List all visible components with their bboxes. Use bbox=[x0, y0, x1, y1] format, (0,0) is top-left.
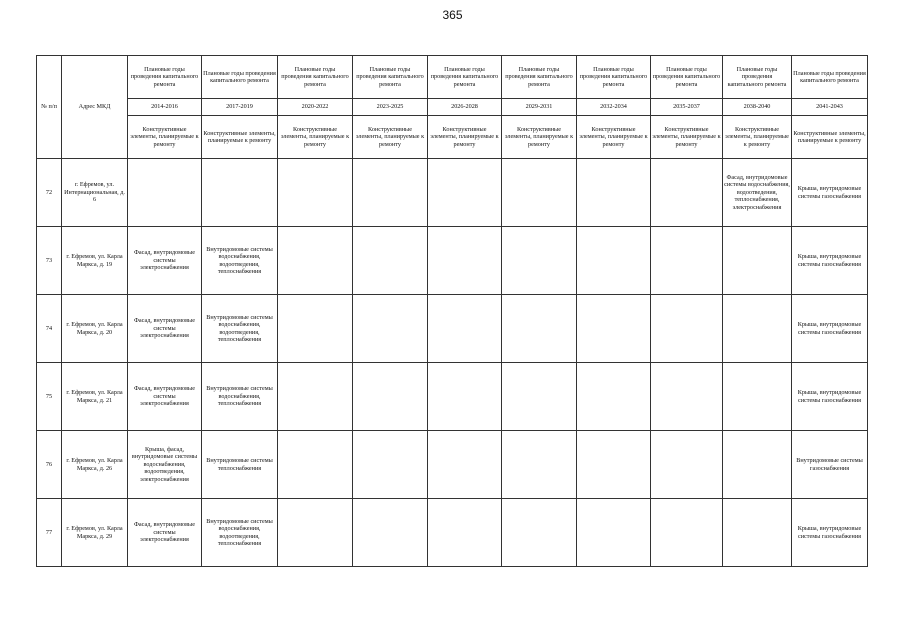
period-elements-header: Конструктивные элементы, планируемые к ремонту bbox=[128, 116, 202, 159]
repair-elements-cell: Крыша, фасад, внутридомовые системы водоснабжения, водоотведения, электроснабжения bbox=[128, 431, 202, 499]
period-elements-header: Конструктивные элементы, планируемые к ремонту bbox=[792, 116, 868, 159]
period-year-header: 2035-2037 bbox=[651, 99, 723, 116]
table-row bbox=[37, 499, 868, 567]
row-number: 72 bbox=[37, 159, 62, 227]
row-address: г. Ефремов, ул. Карла Маркса, д. 20 bbox=[62, 295, 128, 363]
col-address-header: Адрес МКД bbox=[62, 56, 128, 159]
period-title-header: Плановые годы проведения капитального ремонта bbox=[651, 56, 723, 99]
table-row bbox=[37, 227, 868, 295]
repair-elements-cell bbox=[723, 499, 792, 567]
row-address: г. Ефремов, ул. Карла Маркса, д. 21 bbox=[62, 363, 128, 431]
repair-elements-cell bbox=[502, 227, 577, 295]
row-number: 75 bbox=[37, 363, 62, 431]
period-year-header: 2041-2043 bbox=[792, 99, 868, 116]
repair-elements-cell bbox=[502, 499, 577, 567]
repair-elements-cell bbox=[651, 159, 723, 227]
repair-elements-cell bbox=[577, 363, 651, 431]
table-row bbox=[37, 363, 868, 431]
period-year-header: 2026-2028 bbox=[428, 99, 502, 116]
repair-elements-cell bbox=[577, 499, 651, 567]
period-year-header: 2029-2031 bbox=[502, 99, 577, 116]
repair-elements-cell bbox=[651, 227, 723, 295]
period-title-header: Плановые годы проведения капитального ремонта bbox=[278, 56, 353, 99]
row-address: г. Ефремов, ул. Карла Маркса, д. 29 bbox=[62, 499, 128, 567]
repair-elements-cell bbox=[723, 295, 792, 363]
period-title-header: Плановые годы проведения капитального ремонта bbox=[128, 56, 202, 99]
repair-elements-cell bbox=[278, 363, 353, 431]
period-year-header: 2032-2034 bbox=[577, 99, 651, 116]
row-address: г. Ефремов, ул. Карла Маркса, д. 19 bbox=[62, 227, 128, 295]
period-title-header: Плановые годы проведения капитального ремонта bbox=[792, 56, 868, 99]
repair-elements-cell bbox=[577, 431, 651, 499]
period-elements-header: Конструктивные элементы, планируемые к ремонту bbox=[651, 116, 723, 159]
repair-elements-cell bbox=[651, 431, 723, 499]
repair-elements-cell bbox=[723, 227, 792, 295]
period-title-header: Плановые годы проведения капитального ремонта bbox=[428, 56, 502, 99]
repair-elements-cell: Внутридомовые системы водоснабжения, водоотведения, теплоснабжения bbox=[202, 499, 278, 567]
period-elements-header: Конструктивные элементы, планируемые к ремонту bbox=[428, 116, 502, 159]
row-address: г. Ефремов, ул. Карла Маркса, д. 26 bbox=[62, 431, 128, 499]
repair-elements-cell bbox=[428, 431, 502, 499]
table-row bbox=[37, 159, 868, 227]
repair-elements-cell: Крыша, внутридомовые системы газоснабжения bbox=[792, 295, 868, 363]
table-header bbox=[37, 56, 868, 159]
repair-elements-cell bbox=[502, 363, 577, 431]
period-title-header: Плановые годы проведения капитального ремонта bbox=[502, 56, 577, 99]
period-year-header: 2020-2022 bbox=[278, 99, 353, 116]
period-elements-header: Конструктивные элементы, планируемые к ремонту bbox=[353, 116, 428, 159]
repair-elements-cell bbox=[353, 499, 428, 567]
repair-elements-cell: Фасад, внутридомовые системы электроснабжения bbox=[128, 227, 202, 295]
period-title-header: Плановые годы проведения капитального ремонта bbox=[202, 56, 278, 99]
repair-elements-cell bbox=[128, 159, 202, 227]
row-number: 77 bbox=[37, 499, 62, 567]
repair-elements-cell bbox=[278, 431, 353, 499]
repair-elements-cell bbox=[353, 227, 428, 295]
repair-elements-cell bbox=[353, 431, 428, 499]
repair-elements-cell: Фасад, внутридомовые системы водоснабжения, водоотведения, теплоснабжения, электроснабжения bbox=[723, 159, 792, 227]
repair-elements-cell bbox=[278, 159, 353, 227]
period-elements-header: Конструктивные элементы, планируемые к ремонту bbox=[723, 116, 792, 159]
row-number: 74 bbox=[37, 295, 62, 363]
repair-elements-cell bbox=[202, 159, 278, 227]
col-number-header: № п/п bbox=[37, 56, 62, 159]
repair-elements-cell bbox=[278, 499, 353, 567]
period-year-header: 2014-2016 bbox=[128, 99, 202, 116]
repair-elements-cell bbox=[502, 159, 577, 227]
repair-elements-cell: Крыша, внутридомовые системы газоснабжения bbox=[792, 159, 868, 227]
repair-elements-cell: Крыша, внутридомовые системы газоснабжения bbox=[792, 499, 868, 567]
repair-elements-cell: Фасад, внутридомовые системы электроснабжения bbox=[128, 295, 202, 363]
row-number: 76 bbox=[37, 431, 62, 499]
repair-elements-cell bbox=[577, 295, 651, 363]
repair-elements-cell bbox=[502, 431, 577, 499]
row-number: 73 bbox=[37, 227, 62, 295]
repair-elements-cell bbox=[723, 363, 792, 431]
repair-elements-cell: Крыша, внутридомовые системы газоснабжения bbox=[792, 227, 868, 295]
repair-elements-cell bbox=[428, 227, 502, 295]
period-year-header: 2023-2025 bbox=[353, 99, 428, 116]
row-address: г. Ефремов, ул. Интернациональная, д. 6 bbox=[62, 159, 128, 227]
table-row bbox=[37, 431, 868, 499]
repair-elements-cell bbox=[651, 295, 723, 363]
repair-elements-cell: Фасад, внутридомовые системы электроснабжения bbox=[128, 499, 202, 567]
period-title-header: Плановые годы проведения капитального ремонта bbox=[353, 56, 428, 99]
repair-elements-cell bbox=[577, 227, 651, 295]
repair-elements-cell bbox=[651, 499, 723, 567]
repair-elements-cell bbox=[278, 227, 353, 295]
repair-elements-cell: Внутридомовые системы газоснабжения bbox=[792, 431, 868, 499]
period-elements-header: Конструктивные элементы, планируемые к ремонту bbox=[202, 116, 278, 159]
repair-elements-cell bbox=[353, 295, 428, 363]
repair-elements-cell: Фасад, внутридомовые системы электроснабжения bbox=[128, 363, 202, 431]
repair-elements-cell: Внутридомовые системы водоснабжения, теплоснабжения bbox=[202, 363, 278, 431]
repair-elements-cell bbox=[428, 159, 502, 227]
period-title-header: Плановые годы проведения капитального ремонта bbox=[723, 56, 792, 99]
capital-repair-table bbox=[36, 55, 868, 567]
repair-elements-cell bbox=[577, 159, 651, 227]
repair-elements-cell bbox=[428, 499, 502, 567]
repair-elements-cell: Крыша, внутридомовые системы газоснабжения bbox=[792, 363, 868, 431]
repair-elements-cell: Внутридомовые системы водоснабжения, водоотведения, теплоснабжения bbox=[202, 295, 278, 363]
repair-elements-cell bbox=[428, 363, 502, 431]
page-number: 365 bbox=[442, 8, 463, 22]
repair-elements-cell bbox=[651, 363, 723, 431]
repair-elements-cell: Внутридомовые системы водоснабжения, водоотведения, теплоснабжения bbox=[202, 227, 278, 295]
period-year-header: 2038-2040 bbox=[723, 99, 792, 116]
period-year-header: 2017-2019 bbox=[202, 99, 278, 116]
period-title-header: Плановые годы проведения капитального ремонта bbox=[577, 56, 651, 99]
repair-elements-cell bbox=[502, 295, 577, 363]
period-elements-header: Конструктивные элементы, планируемые к ремонту bbox=[502, 116, 577, 159]
repair-elements-cell bbox=[353, 159, 428, 227]
repair-elements-cell bbox=[353, 363, 428, 431]
repair-elements-cell bbox=[723, 431, 792, 499]
repair-elements-cell: Внутридомовые системы теплоснабжения bbox=[202, 431, 278, 499]
table-row bbox=[37, 295, 868, 363]
repair-elements-cell bbox=[428, 295, 502, 363]
table-body bbox=[37, 159, 868, 567]
period-elements-header: Конструктивные элементы, планируемые к ремонту bbox=[577, 116, 651, 159]
period-elements-header: Конструктивные элементы, планируемые к ремонту bbox=[278, 116, 353, 159]
repair-elements-cell bbox=[278, 295, 353, 363]
